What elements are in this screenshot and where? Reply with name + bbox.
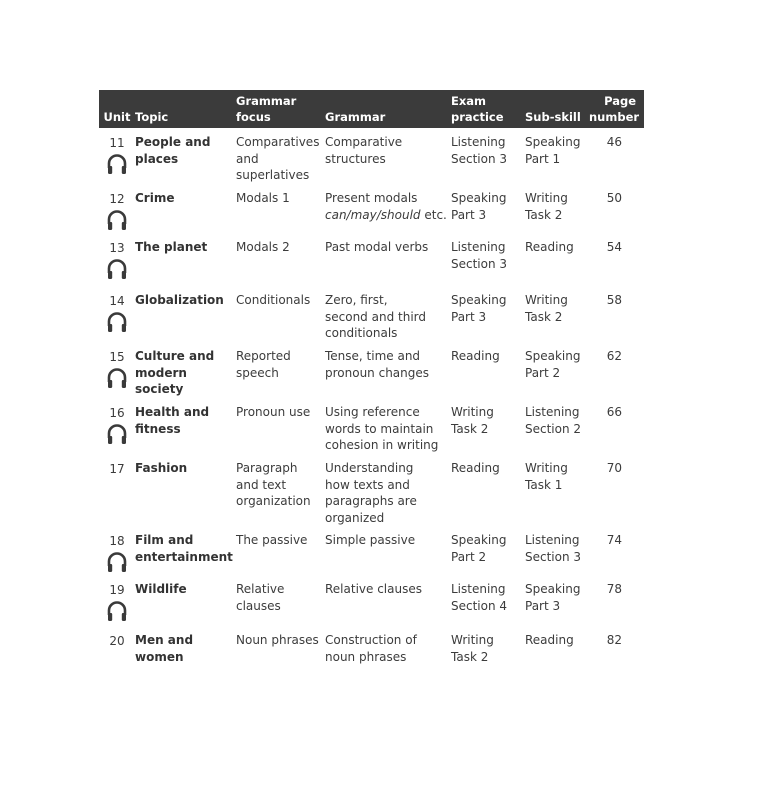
exam-practice-cell-line: Speaking [451,533,507,547]
topic-cell-line: People and [135,135,211,149]
exam-practice-cell-line: Writing [451,405,494,419]
sub-skill-cell-line: Writing [525,191,568,205]
grammar-cell-line: Using reference [325,405,420,419]
unit-cell [99,342,135,398]
unit-number: 14 [109,294,125,308]
page-number: 58 [606,293,622,307]
grammar-cell [325,184,451,235]
unit-cell [99,628,135,668]
topic-cell-line: Culture and [135,349,215,363]
grammar-cell-line: noun phrases [325,649,407,664]
sub-skill-cell [525,577,589,628]
topic-cell-line: women [135,649,184,664]
unit-number: 15 [109,350,125,364]
grammar-focus-cell-line: organization [236,494,311,508]
sub-skill-cell-line: Part 3 [525,598,561,613]
exam-practice-cell [451,526,525,577]
unit-cell [99,398,135,454]
topic-cell [135,526,236,577]
header-page-number [589,90,644,128]
grammar-focus-cell [236,235,325,286]
grammar-focus-cell-line: superlatives [236,168,310,182]
exam-practice-cell-line: Listening [451,582,506,596]
header-page-number-line1: Page [604,94,636,108]
grammar-cell-line: pronoun changes [325,365,430,380]
topic-cell-line: fitness [135,421,181,436]
exam-practice-cell-line: Speaking [451,293,507,307]
sub-skill-cell-line: Listening [525,405,580,419]
grammar-cell-line: Construction of [325,633,417,647]
page-number-cell [589,184,644,235]
grammar-cell-line: paragraphs are [325,494,417,508]
exam-practice-cell-line: Writing [451,633,494,647]
grammar-focus-cell [236,398,325,454]
grammar-focus-cell-line: clauses [236,598,281,613]
table-row [99,235,644,286]
page-number: 66 [606,405,622,419]
header-grammar [325,90,451,128]
exam-practice-cell [451,577,525,628]
topic-cell-line: Men and [135,633,194,647]
headphones-icon [106,367,128,389]
table-row [99,286,644,342]
table-header [99,90,644,128]
grammar-focus-cell-line: and [236,151,259,166]
grammar-focus-cell [236,454,325,526]
page-number: 50 [606,191,622,205]
unit-cell [99,577,135,628]
topic-cell [135,342,236,398]
sub-skill-cell [525,128,589,184]
exam-practice-cell-line: Task 2 [451,421,489,436]
grammar-focus-cell [236,128,325,184]
topic-cell [135,184,236,235]
page-number: 54 [606,240,622,254]
topic-cell-line: Crime [135,191,175,205]
topic-cell-line: Wildlife [135,582,187,596]
sub-skill-cell-line: Reading [525,240,574,254]
contents-table-wrapper [99,90,644,668]
grammar-cell-line: Comparative [325,135,403,149]
grammar-cell [325,628,451,668]
exam-practice-cell [451,398,525,454]
sub-skill-cell-line: Speaking [525,135,581,149]
exam-practice-cell-line: Task 2 [451,649,489,664]
topic-cell [135,454,236,526]
grammar-cell [325,398,451,454]
exam-practice-cell [451,128,525,184]
grammar-focus-cell-line: Modals 2 [236,240,290,254]
grammar-focus-cell-line: Comparatives [236,135,320,149]
grammar-cell-line: structures [325,151,386,166]
exam-practice-cell [451,184,525,235]
page-number: 46 [606,135,622,149]
topic-cell-line: Film and [135,533,194,547]
grammar-focus-cell-line: speech [236,365,279,380]
header-grammar-focus-line2: focus [236,110,271,124]
sub-skill-cell [525,526,589,577]
grammar-focus-cell-line: Relative [236,582,285,596]
unit-cell [99,235,135,286]
page-number-cell [589,526,644,577]
grammar-suffix-text: etc. [420,207,447,222]
sub-skill-cell-line: Section 2 [525,421,582,436]
sub-skill-cell [525,342,589,398]
grammar-cell [325,128,451,184]
sub-skill-cell [525,454,589,526]
grammar-focus-cell-line: Modals 1 [236,191,290,205]
header-page-number-line2: number [589,110,640,124]
page-number-cell [589,235,644,286]
exam-practice-cell [451,628,525,668]
grammar-cell [325,342,451,398]
topic-cell-line: society [135,382,184,396]
grammar-italic-text: can/may/should [325,207,421,222]
grammar-focus-cell-line: The passive [236,533,308,547]
topic-cell-line: modern [135,365,187,380]
header-topic-label: Topic [135,110,169,124]
header-topic [135,90,236,128]
unit-number: 20 [109,634,125,648]
grammar-focus-cell [236,628,325,668]
header-unit [99,90,135,128]
table-body [99,128,644,668]
grammar-cell [325,526,451,577]
unit-cell [99,286,135,342]
grammar-cell-line: organized [325,510,385,525]
page-number: 82 [606,633,622,647]
sub-skill-cell-line: Task 2 [525,207,563,222]
sub-skill-cell-line: Listening [525,533,580,547]
headphones-icon [106,209,128,231]
grammar-focus-cell-line: Reported [236,349,291,363]
header-exam-practice-line1: Exam [451,94,487,108]
topic-cell [135,286,236,342]
exam-practice-cell [451,286,525,342]
grammar-cell-line: words to maintain [325,421,434,436]
header-sub-skill-label: Sub-skill [525,110,581,124]
exam-practice-cell-line: Part 3 [451,309,487,324]
table-row [99,184,644,235]
sub-skill-cell [525,286,589,342]
grammar-focus-cell [236,342,325,398]
contents-table [99,90,644,668]
sub-skill-cell-line: Speaking [525,582,581,596]
grammar-focus-cell-line: Conditionals [236,293,311,307]
topic-cell-line: places [135,151,179,166]
grammar-cell-line: Simple passive [325,533,416,547]
page-number-cell [589,286,644,342]
grammar-cell [325,286,451,342]
page-number-cell [589,342,644,398]
header-grammar-focus-line1: Grammar [236,94,297,108]
header-exam-practice-line2: practice [451,110,504,124]
page-number-cell [589,628,644,668]
grammar-cell-line: Understanding [325,461,414,475]
grammar-cell-line: Present modals [325,191,418,205]
table-row [99,577,644,628]
grammar-cell-line: conditionals [325,326,398,340]
unit-number: 11 [109,136,125,150]
header-sub-skill [525,90,589,128]
headphones-icon [106,153,128,175]
exam-practice-cell-line: Reading [451,461,500,475]
sub-skill-cell-line: Speaking [525,349,581,363]
topic-cell-line: Globalization [135,293,224,307]
sub-skill-cell-line: Section 3 [525,549,582,564]
grammar-focus-cell [236,286,325,342]
page-number-cell [589,128,644,184]
headphones-icon [106,258,128,280]
sub-skill-cell-line: Part 1 [525,151,561,166]
page-number: 74 [606,533,622,547]
exam-practice-cell [451,454,525,526]
sub-skill-cell [525,398,589,454]
exam-practice-cell-line: Section 4 [451,598,508,613]
exam-practice-cell [451,342,525,398]
headphones-icon [106,600,128,622]
header-exam-practice [451,90,525,128]
table-row [99,526,644,577]
topic-cell [135,577,236,628]
topic-cell-line: Fashion [135,461,188,475]
unit-number: 18 [109,534,125,548]
topic-cell-line: entertainment [135,549,233,564]
unit-number: 17 [109,462,125,476]
grammar-cell [325,577,451,628]
grammar-cell-line: how texts and [325,477,410,492]
headphones-icon [106,551,128,573]
grammar-focus-cell-line: Noun phrases [236,633,319,647]
grammar-cell [325,235,451,286]
grammar-focus-cell [236,577,325,628]
topic-cell-line: Health and [135,405,210,419]
headphones-icon [106,311,128,333]
sub-skill-cell [525,184,589,235]
page-number-cell [589,454,644,526]
table-row [99,342,644,398]
exam-practice-cell-line: Speaking [451,191,507,205]
exam-practice-cell-line: Listening [451,135,506,149]
unit-number: 19 [109,583,125,597]
topic-cell [135,398,236,454]
topic-cell-line: The planet [135,240,208,254]
sub-skill-cell [525,628,589,668]
unit-cell [99,454,135,526]
unit-number: 12 [109,192,125,206]
sub-skill-cell [525,235,589,286]
grammar-cell-line: Tense, time and [325,349,421,363]
exam-practice-cell-line: Reading [451,349,500,363]
grammar-cell-line: cohesion in writing [325,438,439,452]
topic-cell [135,235,236,286]
page-number: 70 [606,461,622,475]
header-row [99,90,644,128]
unit-cell [99,526,135,577]
unit-cell [99,184,135,235]
header-grammar-focus [236,90,325,128]
grammar-focus-cell [236,526,325,577]
topic-cell [135,628,236,668]
exam-practice-cell-line: Section 3 [451,151,508,166]
sub-skill-cell-line: Task 2 [525,309,563,324]
sub-skill-cell-line: Writing [525,461,568,475]
grammar-focus-cell-line: Paragraph [236,461,298,475]
grammar-cell [325,454,451,526]
sub-skill-cell-line: Reading [525,633,574,647]
grammar-focus-cell [236,184,325,235]
unit-number: 13 [109,241,125,255]
page-number: 62 [606,349,622,363]
header-unit-label: Unit [103,110,131,124]
sub-skill-cell-line: Part 2 [525,365,561,380]
exam-practice-cell-line: Listening [451,240,506,254]
unit-cell [99,128,135,184]
page-number-cell [589,577,644,628]
table-row [99,128,644,184]
headphones-icon [106,423,128,445]
exam-practice-cell-line: Part 2 [451,549,487,564]
page-number: 78 [606,582,622,596]
grammar-cell-line: Zero, first, [325,293,388,307]
table-row [99,398,644,454]
table-row [99,454,644,526]
page-number-cell [589,398,644,454]
grammar-cell-line: second and third [325,309,426,324]
unit-number: 16 [109,406,125,420]
grammar-focus-cell-line: and text [236,477,287,492]
sub-skill-cell-line: Writing [525,293,568,307]
exam-practice-cell-line: Section 3 [451,256,508,271]
exam-practice-cell-line: Part 3 [451,207,487,222]
header-grammar-label: Grammar [325,110,386,124]
grammar-focus-cell-line: Pronoun use [236,405,311,419]
table-row [99,628,644,668]
topic-cell [135,128,236,184]
exam-practice-cell [451,235,525,286]
sub-skill-cell-line: Task 1 [525,477,563,492]
grammar-cell-line: Relative clauses [325,582,422,596]
grammar-cell-line: Past modal verbs [325,240,429,254]
